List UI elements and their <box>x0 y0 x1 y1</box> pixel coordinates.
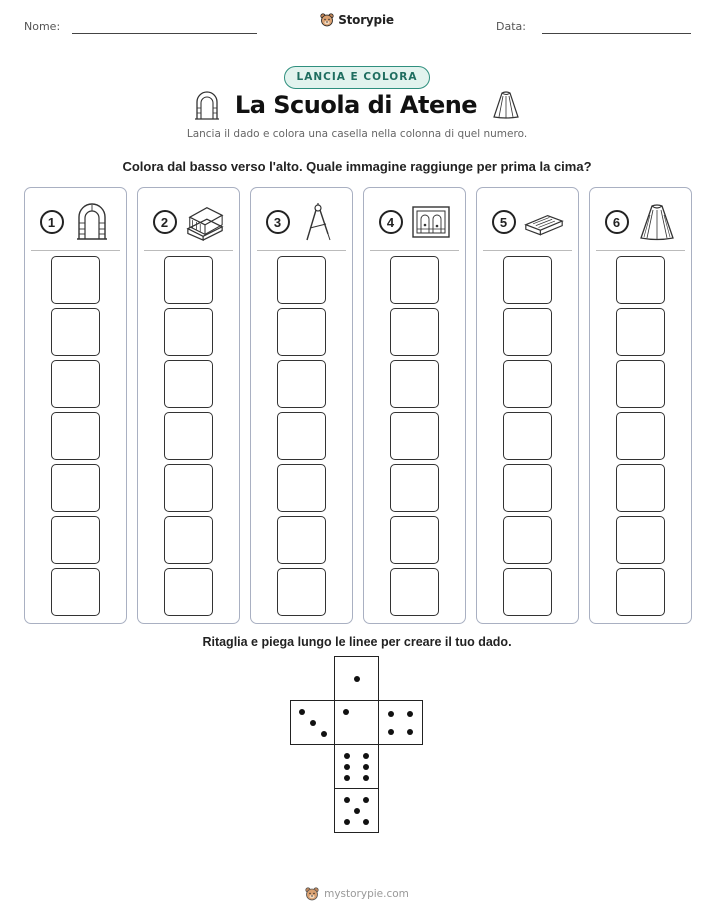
color-cell[interactable] <box>277 256 326 304</box>
color-cell[interactable] <box>51 464 100 512</box>
logo <box>0 13 714 27</box>
color-cell[interactable] <box>51 360 100 408</box>
painting-icon <box>411 205 451 239</box>
subtitle: Lancia il dado e colora una casella nella colonna di quel numero. <box>186 128 528 140</box>
column-divider <box>31 250 120 251</box>
color-cell[interactable] <box>390 360 439 408</box>
column-divider <box>596 250 685 251</box>
date-line[interactable] <box>542 33 691 34</box>
column-3 <box>250 187 353 624</box>
column-number: 4 <box>379 210 403 234</box>
color-cell[interactable] <box>277 360 326 408</box>
pip <box>310 720 316 726</box>
column-cells <box>477 256 578 616</box>
color-cell[interactable] <box>51 568 100 616</box>
pip <box>343 709 349 715</box>
activity-badge: LANCIA E COLORA <box>284 66 431 89</box>
color-cell[interactable] <box>51 256 100 304</box>
column-6 <box>589 187 692 624</box>
color-cell[interactable] <box>503 412 552 460</box>
color-cell[interactable] <box>616 308 665 356</box>
bear-logo-icon <box>320 13 334 27</box>
cloak-icon <box>638 203 676 241</box>
logo-text: Storypie <box>338 13 394 27</box>
pip <box>344 753 350 759</box>
arch-doorway-icon <box>75 203 109 241</box>
color-cell[interactable] <box>503 256 552 304</box>
column-header <box>25 202 126 242</box>
column-header <box>138 202 239 242</box>
dice-face-6 <box>334 744 379 789</box>
column-divider <box>144 250 233 251</box>
column-divider <box>483 250 572 251</box>
column-divider <box>370 250 459 251</box>
name-line[interactable] <box>72 33 257 34</box>
column-number: 3 <box>266 210 290 234</box>
pip <box>344 797 350 803</box>
dice-face-1 <box>334 700 379 745</box>
pip <box>344 775 350 781</box>
pip <box>344 764 350 770</box>
dice-columns <box>24 187 692 624</box>
color-cell[interactable] <box>164 568 213 616</box>
column-2 <box>137 187 240 624</box>
color-cell[interactable] <box>164 464 213 512</box>
column-header <box>364 202 465 242</box>
date-label: Data: <box>496 20 526 33</box>
color-cell[interactable] <box>390 256 439 304</box>
color-cell[interactable] <box>616 464 665 512</box>
column-divider <box>257 250 346 251</box>
title-row <box>0 90 714 120</box>
color-cell[interactable] <box>51 308 100 356</box>
footer-url[interactable]: mystorypie.com <box>324 888 409 900</box>
column-header <box>590 202 691 242</box>
column-5 <box>476 187 579 624</box>
dice-face-4 <box>378 700 423 745</box>
color-cell[interactable] <box>164 412 213 460</box>
color-cell[interactable] <box>277 308 326 356</box>
column-number: 2 <box>153 210 177 234</box>
pip <box>363 753 369 759</box>
color-cell[interactable] <box>277 464 326 512</box>
color-cell[interactable] <box>390 412 439 460</box>
column-4 <box>363 187 466 624</box>
pip <box>388 729 394 735</box>
color-cell[interactable] <box>164 360 213 408</box>
color-cell[interactable] <box>503 360 552 408</box>
pip <box>354 808 360 814</box>
color-cell[interactable] <box>503 308 552 356</box>
color-cell[interactable] <box>616 412 665 460</box>
color-cell[interactable] <box>616 516 665 564</box>
pip <box>354 676 360 682</box>
column-header <box>251 202 352 242</box>
color-cell[interactable] <box>51 516 100 564</box>
color-cell[interactable] <box>51 412 100 460</box>
pip <box>407 729 413 735</box>
books-icon <box>185 203 225 241</box>
page-title: La Scuola di Atene <box>234 91 478 119</box>
column-number: 1 <box>40 210 64 234</box>
color-cell[interactable] <box>616 360 665 408</box>
color-cell[interactable] <box>277 516 326 564</box>
dice-face-3 <box>290 700 335 745</box>
pip <box>363 819 369 825</box>
badge-wrap <box>0 66 714 89</box>
color-cell[interactable] <box>277 568 326 616</box>
color-cell[interactable] <box>164 256 213 304</box>
color-cell[interactable] <box>503 568 552 616</box>
color-cell[interactable] <box>390 568 439 616</box>
column-cells <box>364 256 465 616</box>
column-number: 6 <box>605 210 629 234</box>
name-label: Nome: <box>24 20 61 33</box>
pip <box>363 797 369 803</box>
column-header <box>477 202 578 242</box>
pip <box>344 819 350 825</box>
color-cell[interactable] <box>390 308 439 356</box>
tablet-icon <box>524 205 564 239</box>
bear-logo-icon <box>305 887 319 901</box>
color-cell[interactable] <box>503 516 552 564</box>
compass-icon <box>302 202 334 242</box>
column-cells <box>251 256 352 616</box>
column-number: 5 <box>492 210 516 234</box>
color-cell[interactable] <box>616 256 665 304</box>
footer <box>0 887 714 901</box>
color-cell[interactable] <box>390 464 439 512</box>
color-cell[interactable] <box>277 412 326 460</box>
dice-face-1 <box>334 656 379 701</box>
dice-instruction: Ritaglia e piega lungo le linee per creare il tuo dado. <box>202 635 512 649</box>
column-1 <box>24 187 127 624</box>
pip <box>363 775 369 781</box>
pip <box>407 711 413 717</box>
column-cells <box>138 256 239 616</box>
dice-face-5 <box>334 788 379 833</box>
color-cell[interactable] <box>164 516 213 564</box>
pip <box>321 731 327 737</box>
color-cell[interactable] <box>390 516 439 564</box>
pip <box>388 711 394 717</box>
column-cells <box>590 256 691 616</box>
column-cells <box>25 256 126 616</box>
arch-doorway-icon <box>193 90 221 120</box>
pip <box>299 709 305 715</box>
color-cell[interactable] <box>616 568 665 616</box>
color-cell[interactable] <box>503 464 552 512</box>
pip <box>363 764 369 770</box>
cloak-icon <box>491 90 521 120</box>
color-cell[interactable] <box>164 308 213 356</box>
instruction: Colora dal basso verso l'alto. Quale immagine raggiunge per prima la cima? <box>122 159 592 174</box>
